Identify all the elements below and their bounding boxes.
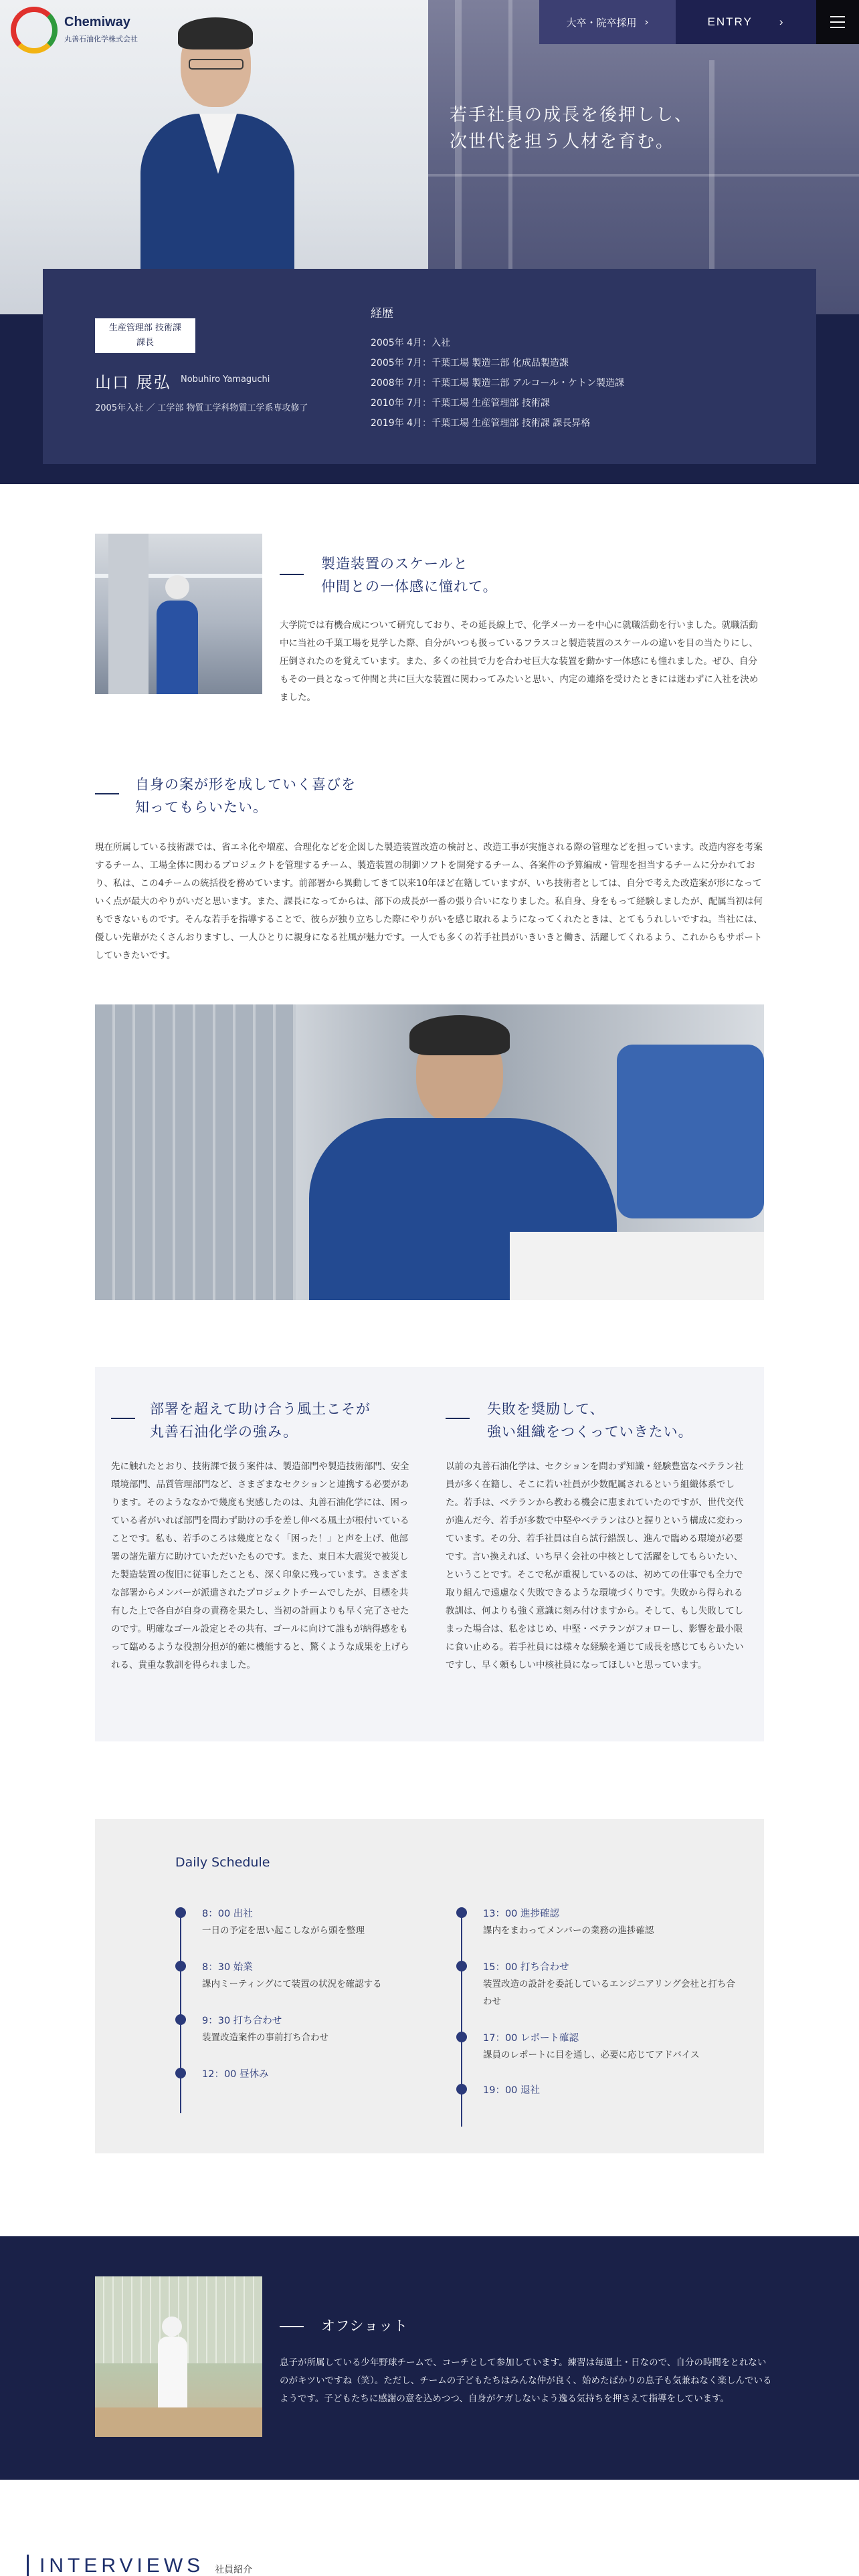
heading-line bbox=[111, 1418, 135, 1419]
timeline-line bbox=[461, 1913, 462, 2127]
strengths-section bbox=[95, 1367, 764, 1741]
employee-name: 山口 展弘 bbox=[95, 373, 171, 392]
hero-background-right bbox=[428, 0, 859, 314]
career-heading: 経歴 bbox=[371, 307, 393, 320]
offshot-paragraph: 息子が所属している少年野球チームで、コーチとして参加しています。練習は毎週土・日なので、自分の時間をとれないのがキツいですね（笑）。ただし、チームの子どもたちはみんな仲が良く、始めたばかりの息子も気兼ねなく楽しんでいるようです。子どもたちに感謝の意を込めつつ、自身がケガしないよう逸る気持ちを押さえて指導をしています。 bbox=[280, 2357, 772, 2404]
section-heading bbox=[321, 552, 498, 598]
heading-line bbox=[280, 574, 304, 575]
hero-catchcopy bbox=[450, 102, 693, 155]
timeline-dot bbox=[175, 2014, 186, 2025]
interviews-subtitle: 社員紹介 bbox=[215, 2565, 253, 2575]
recruit-nav-label: 大卒・院卒採用 bbox=[566, 16, 637, 29]
factory-pipe bbox=[428, 174, 859, 177]
schedule-title: Daily Schedule bbox=[175, 1855, 270, 1870]
section-paragraph: 現在所属している技術課では、省エネ化や増産、合理化などを企図した製造装置改造の検討と、改造工事が実施される際の管理などを担っています。改造内容を考案するチーム、工場全体に関わるプロジェクトを管理するチーム、製造装置の制御ソフトを開発するチーム、各案件の予算編成・管理を担当するチームに分かれており、私は、この4チームの統括役を務めています。前部署から異動してきて以来10年ほど在籍していますが、いち技術者としては、自分で考えた改造案が形になっていく点が最大のやりがいだと思います。また、課長になってからは、部下の成長が一番の張り合いになりました。私自身、身をもって経験しましたが、配属当初は何もできないものです。そんな若手を指導することで、彼らが独り立ちした際にやりがいを感じ取れるようになってくれたときは、とてもうれしいですね。当社には、優しい先輩がたくさんおりますし、一人ひとりに親身になる社風が魅力です。一人でも多くの若手社員がいきいきと働き、活躍してくれるよう、これからもサポートしていきたいです。 bbox=[95, 842, 763, 961]
interviews-title: INTERVIEWS bbox=[39, 2555, 205, 2576]
timeline-dot bbox=[175, 1961, 186, 1971]
heading-line-text: 自身の案が形を成していく喜びを bbox=[135, 776, 356, 792]
portrait-hair bbox=[178, 17, 253, 49]
employee-joined: 2005年入社 ／ 工学部 物質工学科物質工学系専攻修了 bbox=[95, 403, 308, 413]
career-item: 2010年 7月：千葉工場 生産管理部 技術課 bbox=[371, 398, 550, 409]
schedule-time: 19：00 退社 bbox=[483, 2085, 541, 2096]
hero-copy-line: 次世代を担う人材を育む。 bbox=[450, 132, 675, 152]
daily-schedule bbox=[95, 1819, 764, 2153]
timeline-dot bbox=[456, 2084, 467, 2095]
heading-line-text: 丸善石油化学の強み。 bbox=[150, 1424, 298, 1440]
entry-button[interactable] bbox=[676, 0, 816, 44]
heading-line-text: 失敗を奨励して、 bbox=[487, 1401, 605, 1417]
schedule-time: 8：30 始業 bbox=[202, 1962, 253, 1973]
engineer-at-desk-photo bbox=[95, 1004, 764, 1300]
section-heading bbox=[135, 773, 356, 819]
heading-line bbox=[95, 793, 119, 794]
heading-line-text: 製造装置のスケールと bbox=[321, 556, 468, 572]
career-item: 2008年 7月：千葉工場 製造二部 アルコール・ケトン製造課 bbox=[371, 378, 625, 389]
job-title: 課長 bbox=[136, 338, 154, 348]
offshot-title: オフショット bbox=[321, 2318, 409, 2334]
chevron-right-icon: › bbox=[779, 15, 785, 28]
photo-chair bbox=[617, 1045, 764, 1218]
timeline-line bbox=[180, 1913, 181, 2113]
menu-bar bbox=[830, 21, 845, 23]
company-logo-link[interactable] bbox=[11, 7, 151, 55]
schedule-desc: 課員のレポートに目を通し、必要に応じてアドバイス bbox=[483, 2050, 700, 2060]
photo-helmet bbox=[165, 575, 189, 599]
photo-cap bbox=[162, 2317, 182, 2337]
heading-line-text: 仲間との一体感に憧れて。 bbox=[321, 578, 498, 595]
timeline-dot bbox=[456, 1961, 467, 1971]
heading-line-text: 強い組織をつくっていきたい。 bbox=[487, 1424, 693, 1440]
section-heading bbox=[150, 1398, 371, 1443]
heading-line-text: 部署を超えて助け合う風土こそが bbox=[150, 1401, 371, 1417]
schedule-desc: 課内ミーティングにて装置の状況を確認する bbox=[202, 1979, 382, 1990]
photo-hair bbox=[409, 1015, 510, 1055]
schedule-time: 17：00 レポート確認 bbox=[483, 2033, 579, 2044]
hamburger-menu-icon[interactable] bbox=[816, 0, 859, 44]
department-badge bbox=[95, 318, 195, 353]
schedule-desc: 課内をまわってメンバーの業務の進捗確認 bbox=[483, 1925, 654, 1936]
photo-tank bbox=[108, 534, 149, 694]
chevron-right-icon: › bbox=[644, 16, 649, 28]
photo-desk bbox=[510, 1232, 764, 1300]
menu-bar bbox=[830, 16, 845, 17]
schedule-time: 15：00 打ち合わせ bbox=[483, 1962, 569, 1973]
schedule-time: 12：00 昼休み bbox=[202, 2069, 269, 2080]
section-paragraph: 大学院では有機合成について研究しており、その延長線上で、化学メーカーを中心に就職活動を行いました。就職活動中に当社の千葉工場を見学した際、自分がいつも扱っているフラスコと製造装置のスケールの違いを目の当たりにし、圧倒されたのを覚えています。また、多くの社員で力を合わせ巨大な装置を動かす一体感にも憧れました。ぜひ、自分もその一員となって仲間と共に巨大な装置に関わってみたいと思い、内定の連絡を受けたときには迷わずに入社を決めました。 bbox=[280, 620, 759, 703]
entry-label: ENTRY bbox=[707, 15, 753, 28]
hero-copy-line: 若手社員の成長を後押しし、 bbox=[450, 105, 694, 125]
section-paragraph: 先に触れたとおり、技術課で扱う案件は、製造部門や製造技術部門、安全環境部門、品質管理部門など、さまざまなセクションと連携する必要があります。そのようななかで幾度も実感したのは、丸善石油化学には、困っている者がいれば部門を問わず助けの手を差し伸べる風土が根付いていることです。私も、若手のころは幾度となく「困った！」と声を上げ、他部署の諸先輩方に助けていただいたものです。また、東日本大震災で被災した製造装置の復旧に従事したことも、深く印象に残っています。さまざまな部署からメンバーが派遣されたプロジェクトチームでしたが、目標を共有した上で各自が自身の責務を果たし、当初の計画よりも早く完了させたのです。明確なゴール設定とその共有、ゴールに向けて誰もが納得感をもって臨めるような役割分担が的確に機能すると、驚くような成果を上げられる、貴重な教訓を得られました。 bbox=[111, 1461, 409, 1671]
heading-line bbox=[446, 1418, 470, 1419]
schedule-desc: 装置改造の設計を委託しているエンジニアリング会社と打ち合わせ bbox=[483, 1979, 735, 2007]
photo-worker bbox=[157, 601, 198, 694]
photo-ground bbox=[95, 2407, 262, 2437]
section-paragraph: 以前の丸善石油化学は、セクションを問わず知識・経験豊富なベテラン社員が多く在籍し、そこに若い社員が少数配属されるという組織体系でした。若手は、ベテランから教わる機会に恵まれていたのですが、世代交代が進んだ今、若手が多数で中堅やベテランはひと握りという構成に変わっています。その分、若手社員は自ら試行錯誤し、進んで臨める環境が必要です。言い換えれば、いち早く会社の中核として活躍をしてもらいたい、ということです。そこで私が重視しているのは、初めての仕事でも全力で取り組んで遠慮なく失敗できるような環境づくりです。失敗から得られる教訓は、何よりも強く意識に刻み付けますから。そして、もし失敗してしまった場合は、私をはじめ、中堅・ベテランがフォローし、影響を最小限に食い止める。若手社員には様々な経験を通じて成長を感じてもらいたいですし、早く頼もしい中核社員になってほしいと思っています。 bbox=[446, 1461, 744, 1671]
heading-line-text: 知ってもらいたい。 bbox=[135, 799, 268, 815]
timeline-dot bbox=[175, 1907, 186, 1918]
career-item: 2005年 4月：入社 bbox=[371, 338, 450, 348]
department-name: 生産管理部 技術課 bbox=[108, 323, 182, 333]
factory-pipe bbox=[455, 0, 462, 314]
schedule-desc: 装置改造案件の事前打ち合わせ bbox=[202, 2032, 328, 2043]
baseball-coach-photo bbox=[95, 2276, 262, 2437]
heading-line bbox=[280, 2326, 304, 2327]
schedule-desc: 一日の予定を思い起こしながら頭を整理 bbox=[202, 1925, 365, 1936]
timeline-dot bbox=[456, 1907, 467, 1918]
timeline-dot bbox=[456, 2032, 467, 2042]
menu-bar bbox=[830, 27, 845, 28]
photo-shelves bbox=[95, 1004, 296, 1300]
career-item: 2005年 7月：千葉工場 製造二部 化成品製造課 bbox=[371, 358, 569, 368]
heading-bar bbox=[27, 2555, 29, 2576]
timeline-dot bbox=[175, 2068, 186, 2078]
career-item: 2019年 4月：千葉工場 生産管理部 技術課 課長昇格 bbox=[371, 418, 591, 429]
schedule-time: 13：00 進捗確認 bbox=[483, 1909, 560, 1919]
logo-subtitle: 丸善石油化学株式会社 bbox=[64, 35, 138, 43]
recruit-nav-button[interactable] bbox=[539, 0, 676, 44]
interviews-heading bbox=[27, 2555, 252, 2576]
schedule-time: 9：30 打ち合わせ bbox=[202, 2016, 282, 2026]
worker-at-plant-photo bbox=[95, 534, 262, 694]
hero-portrait bbox=[140, 20, 294, 288]
section-heading bbox=[487, 1398, 693, 1443]
logo-name: Chemiway bbox=[64, 15, 130, 29]
schedule-time: 8：00 出社 bbox=[202, 1909, 253, 1919]
employee-name-roman: Nobuhiro Yamaguchi bbox=[181, 374, 270, 385]
career-list bbox=[371, 333, 624, 433]
profile-panel bbox=[43, 269, 816, 464]
portrait-glasses bbox=[189, 59, 244, 70]
logo-mark-icon bbox=[11, 7, 58, 53]
factory-pipe bbox=[508, 0, 512, 314]
